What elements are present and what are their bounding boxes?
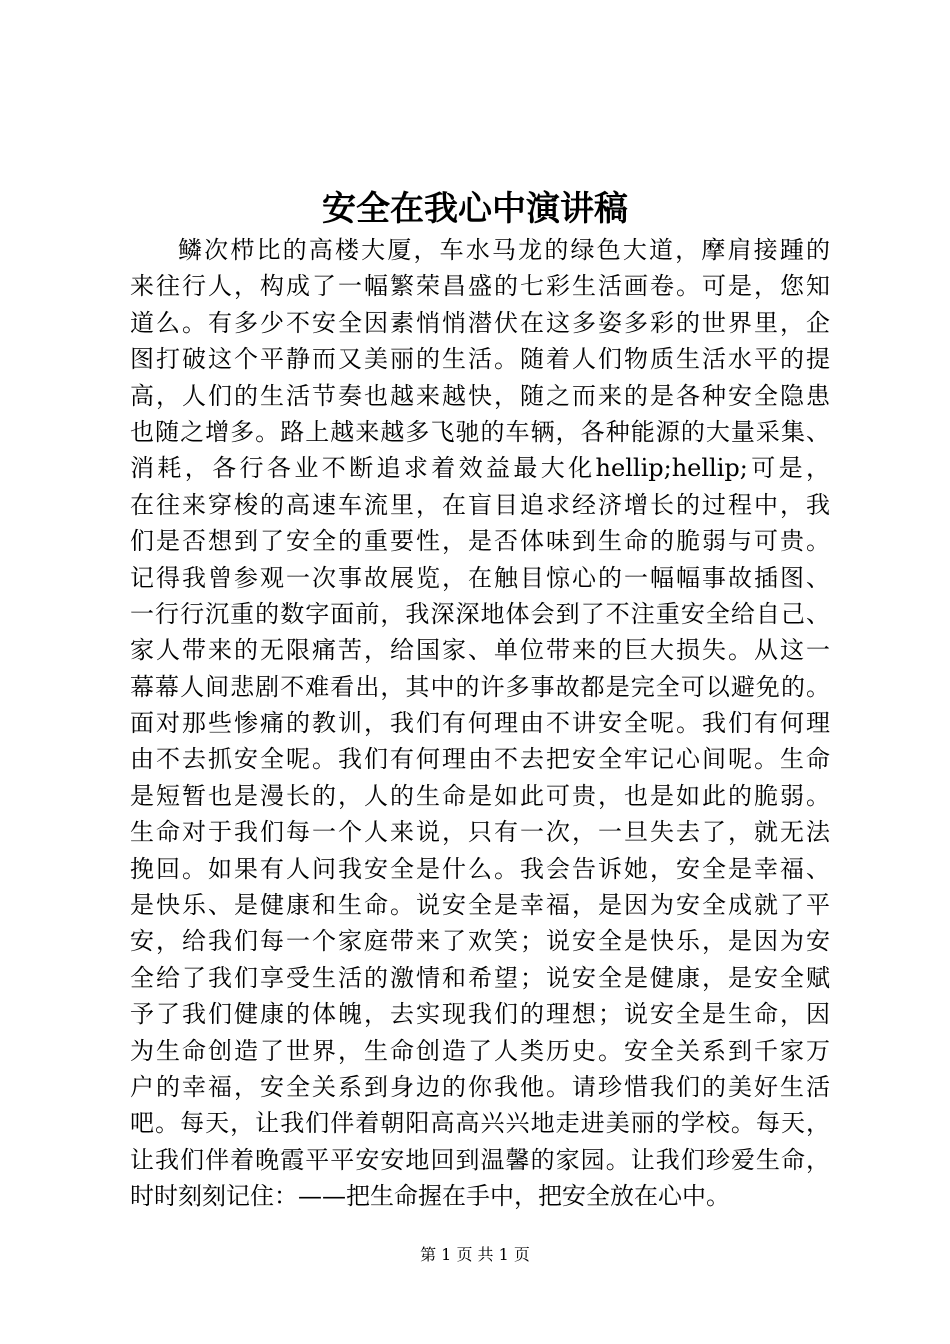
text-line: 家人带来的无限痛苦，给国家、单位带来的巨大损失。从这一 <box>130 636 830 665</box>
text-line: 消耗，各行各业不断追求着效益最大化hellip;hellip;可是， <box>130 454 830 483</box>
page-title: 安全在我心中演讲稿 <box>322 189 628 229</box>
page-number-footer: 第 1 页 共 1 页 <box>420 1245 530 1264</box>
text-line: 记得我曾参观一次事故展览，在触目惊心的一幅幅事故插图、 <box>130 563 830 592</box>
text-line: 为生命创造了世界，生命创造了人类历史。安全关系到千家万 <box>130 1036 830 1065</box>
text-line: 高，人们的生活节奏也越来越快，随之而来的是各种安全隐患 <box>130 381 830 410</box>
text-line: 一行行沉重的数字面前，我深深地体会到了不注重安全给自己、 <box>130 599 830 628</box>
text-line: 是快乐、是健康和生命。说安全是幸福，是因为安全成就了平 <box>130 891 830 920</box>
text-line: 图打破这个平静而又美丽的生活。随着人们物质生活水平的提 <box>130 345 830 374</box>
text-line: 由不去抓安全呢。我们有何理由不去把安全牢记心间呢。生命 <box>130 745 830 774</box>
text-line: 吧。每天，让我们伴着朝阳高高兴兴地走进美丽的学校。每天， <box>130 1109 830 1138</box>
text-line: 也随之增多。路上越来越多飞驰的车辆，各种能源的大量采集、 <box>130 417 830 446</box>
text-line: 面对那些惨痛的教训，我们有何理由不讲安全呢。我们有何理 <box>130 709 830 738</box>
text-line: 来往行人，构成了一幅繁荣昌盛的七彩生活画卷。可是，您知 <box>130 272 830 301</box>
text-line: 鳞次栉比的高楼大厦，车水马龙的绿色大道，摩肩接踵的 <box>178 236 830 264</box>
text-line: 全给了我们享受生活的激情和希望；说安全是健康，是安全赋 <box>130 963 830 992</box>
text-line: 是短暂也是漫长的，人的生命是如此可贵，也是如此的脆弱。 <box>130 781 830 810</box>
text-line: 让我们伴着晚霞平平安安地回到温馨的家园。让我们珍爱生命， <box>130 1145 830 1174</box>
text-line: 时时刻刻记住：——把生命握在手中，把安全放在心中。 <box>130 1182 730 1211</box>
text-line: 道么。有多少不安全因素悄悄潜伏在这多姿多彩的世界里，企 <box>130 308 830 337</box>
text-line: 挽回。如果有人问我安全是什么。我会告诉她，安全是幸福、 <box>130 854 830 883</box>
text-line: 安，给我们每一个家庭带来了欢笑；说安全是快乐，是因为安 <box>130 927 830 956</box>
text-line: 生命对于我们每一个人来说，只有一次，一旦失去了，就无法 <box>130 818 830 847</box>
text-line: 们是否想到了安全的重要性，是否体味到生命的脆弱与可贵。 <box>130 527 830 556</box>
speech-body <box>130 232 830 1215</box>
text-line: 户的幸福，安全关系到身边的你我他。请珍惜我们的美好生活 <box>130 1072 830 1101</box>
text-line: 在往来穿梭的高速车流里，在盲目追求经济增长的过程中，我 <box>130 490 830 519</box>
text-line: 幕幕人间悲剧不难看出，其中的许多事故都是完全可以避免的。 <box>130 672 830 701</box>
text-line: 予了我们健康的体魄，去实现我们的理想；说安全是生命，因 <box>130 1000 830 1029</box>
